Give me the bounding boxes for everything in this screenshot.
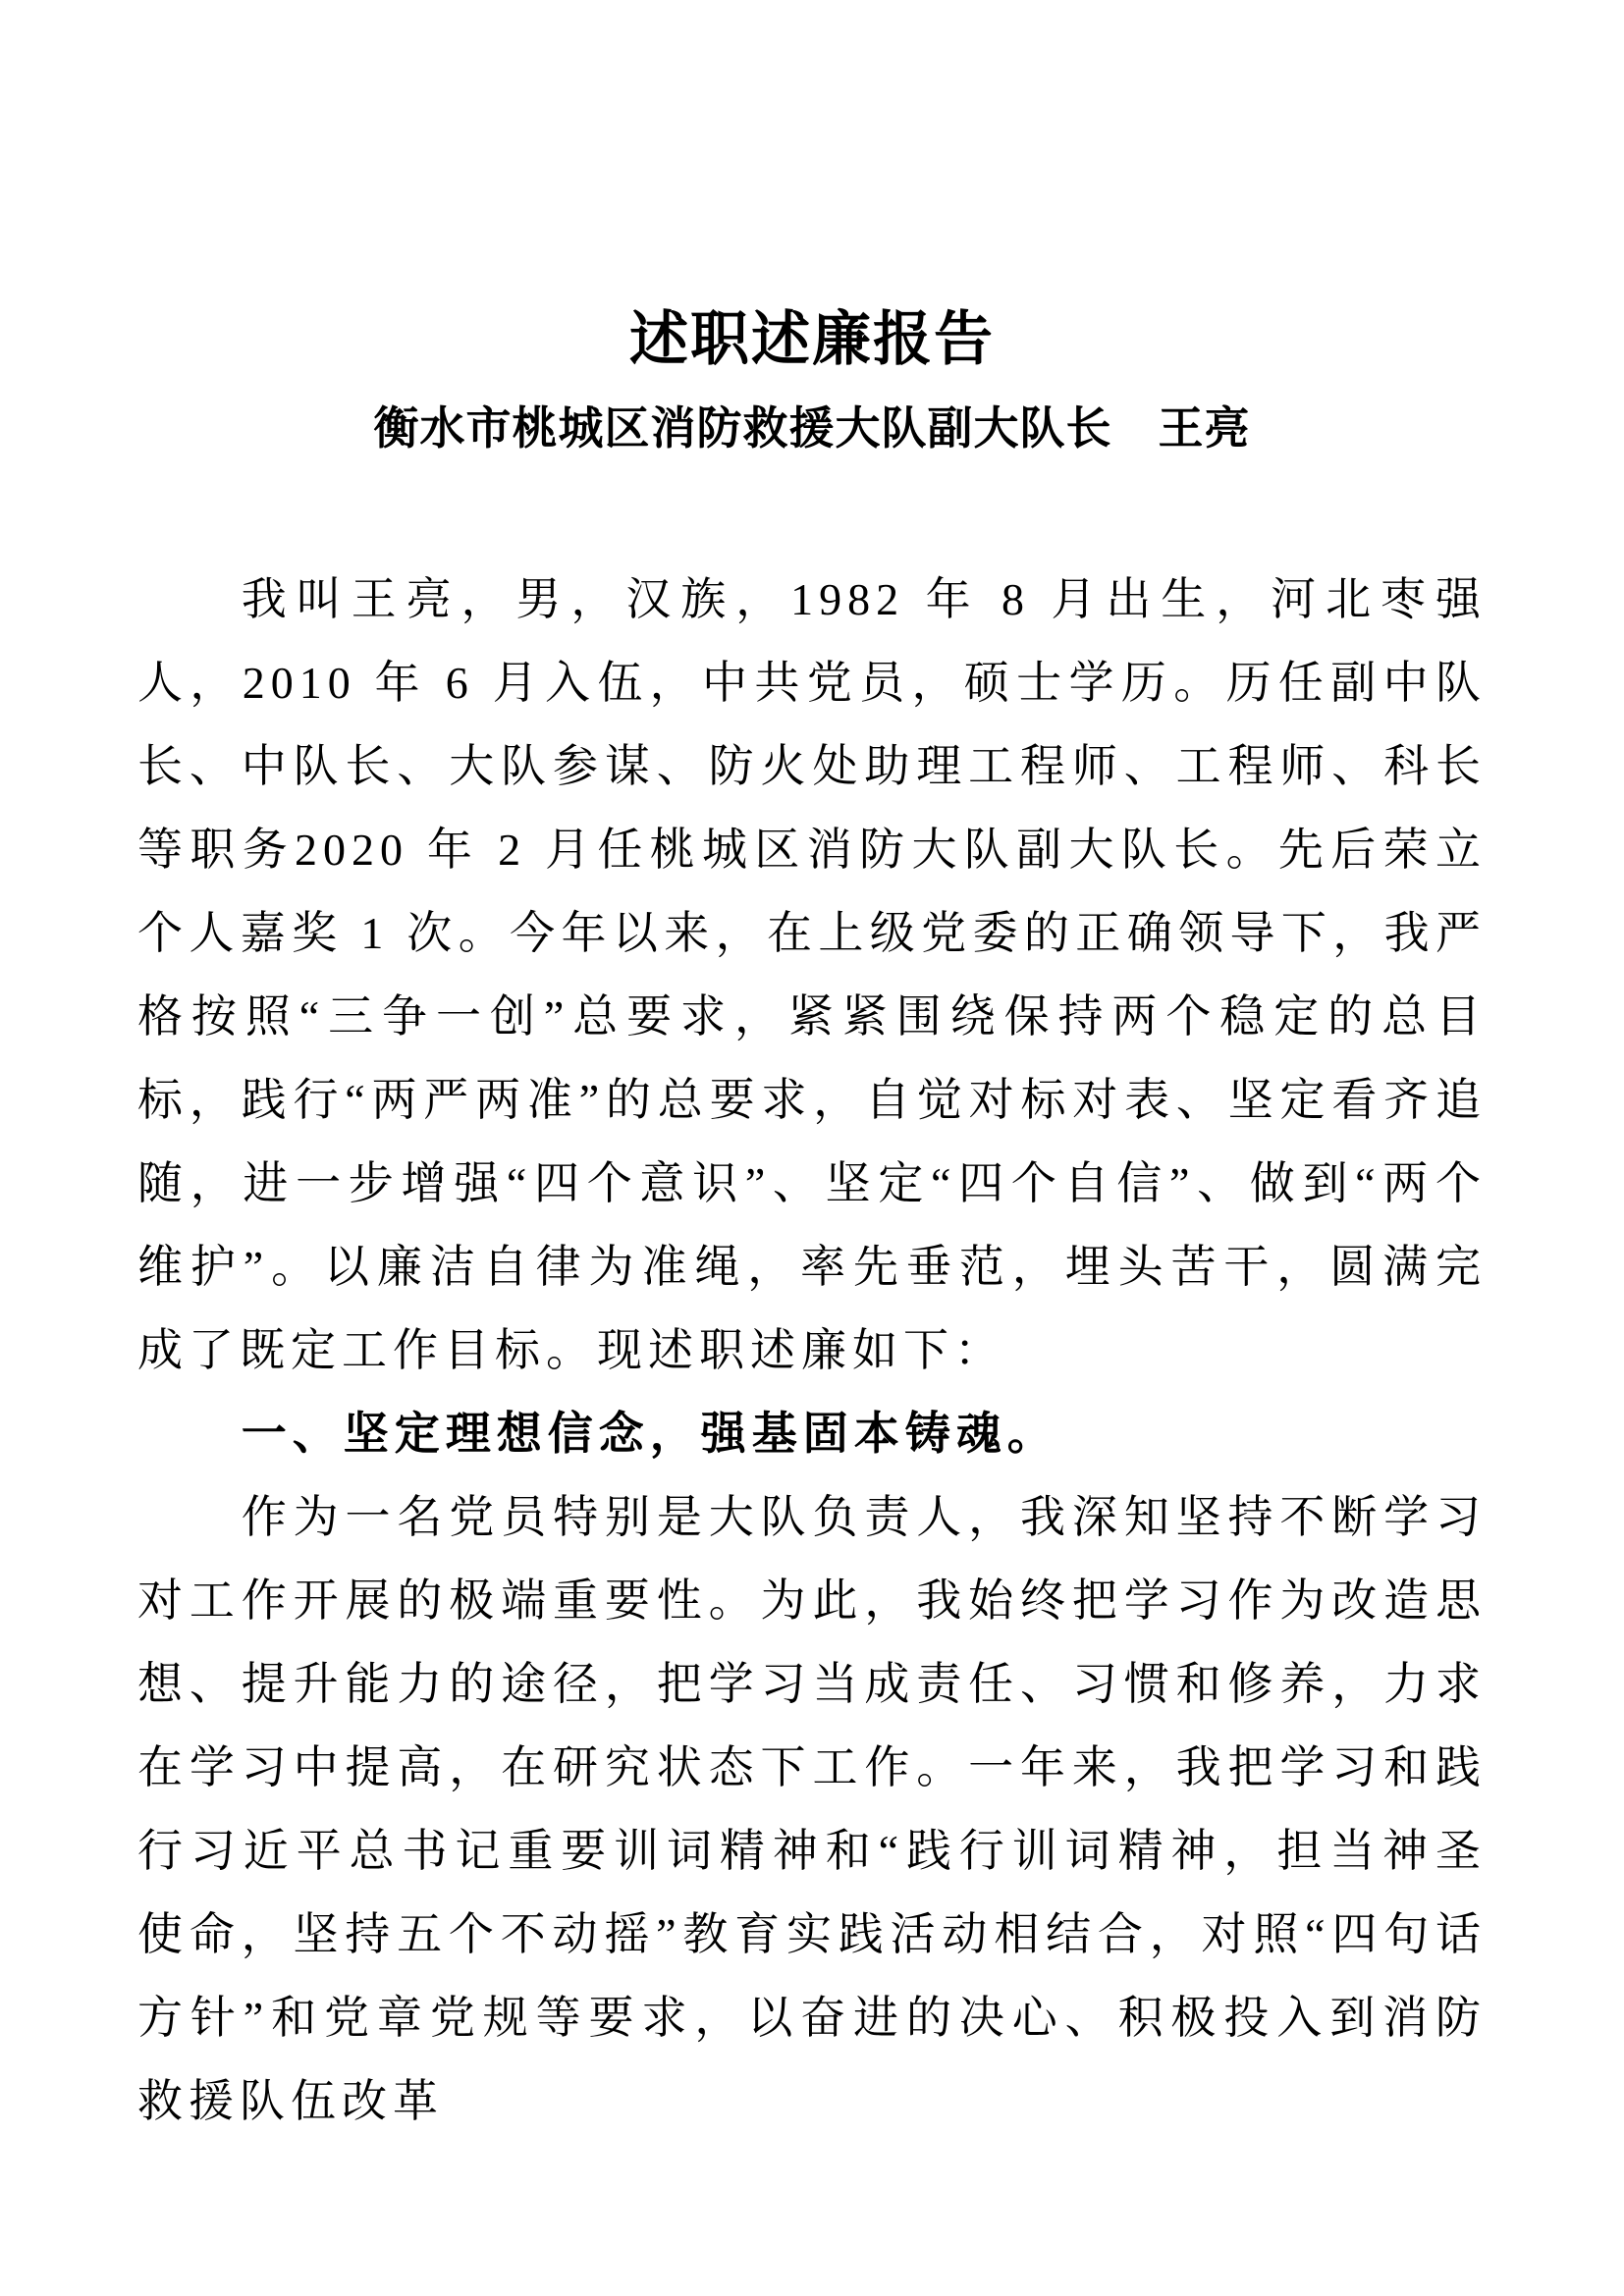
- section-1-heading: 一、坚定理想信念，强基固本铸魂。: [241, 1409, 1058, 1459]
- section-1-body: 作为一名党员特别是大队负责人，我深知坚持不断学习对工作开展的极端重要性。为此，我始终把学习作为改造思想、提升能力的途径，把学习当成责任、习惯和修养，力求在学习中提高，在研究状态下工作。一年来，我把学习和践行习近平总书记重要训词精神和“践行训词精神，担当神圣使命，坚持五个不动摇”教育实践活动相结合，对照“四句话方针”和党章党规等要求，以奋进的决心、积极投入到消防救援队伍改革: [137, 1492, 1487, 2126]
- paragraph-intro: 我叫王亮，男，汉族，1982 年 8 月出生，河北枣强人，2010 年 6 月入伍，中共党员，硕士学历。历任副中队长、中队长、大队参谋、防火处助理工程师、工程师、科长等职务2020 年 2 月任桃城区消防大队副大队长。先后荣立个人嘉奖 1 次。今年以来，在上级党委的正确领导下，我严格按照“三争一创”总要求，紧紧围绕保持两个稳定的总目标，践行“两严两准”的总要求，自觉对标对表、坚定看齐追随，进一步增强“四个意识”、坚定“四个自信”、做到“两个维护”。以廉洁自律为准绳，率先垂范，埋头苦干，圆满完成了既定工作目标。现述职述廉如下：: [137, 574, 1487, 1375]
- document-title: 述职述廉报告: [629, 307, 995, 372]
- document-subtitle: 衡水市桃城区消防救援大队副大队长 王亮: [373, 403, 1251, 454]
